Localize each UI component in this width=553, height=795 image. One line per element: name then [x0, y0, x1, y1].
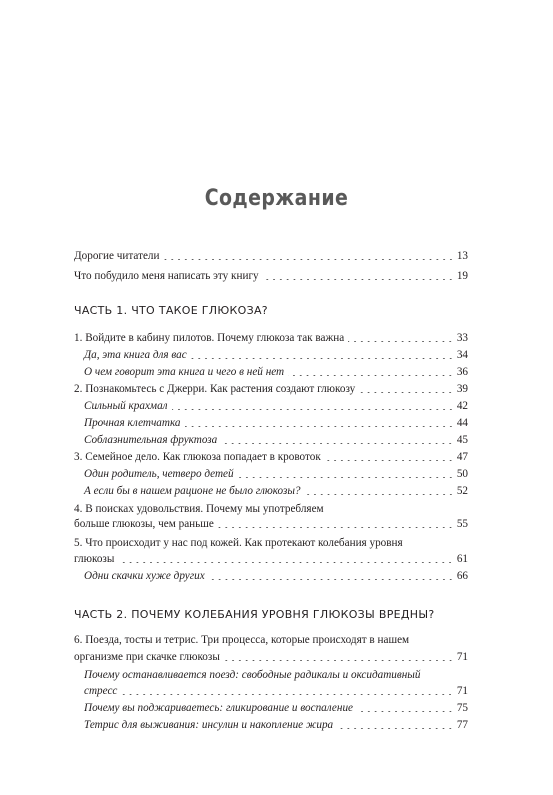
toc-entry-text: Да, эта книга для вас [84, 349, 187, 361]
toc-entry-page: 39 [456, 383, 468, 395]
dot-leader [357, 711, 454, 712]
toc-entry-text: А если бы в нашем рационе не было глюкозы? [84, 485, 301, 497]
toc-entry-page: 50 [456, 468, 468, 480]
toc-entry[interactable] [74, 382, 468, 396]
toc-entry-page: 61 [456, 553, 468, 565]
toc-entry-text: организме при скачке глюкозы [74, 651, 220, 663]
toc-entry[interactable] [74, 517, 468, 531]
dot-leader [288, 375, 454, 376]
dot-leader [325, 460, 454, 461]
dot-leader [172, 409, 454, 410]
toc-entry-page: 45 [456, 434, 468, 446]
toc-entry[interactable] [74, 450, 468, 464]
toc-entry-text: Дорогие читатели [74, 250, 160, 262]
dot-leader [218, 527, 454, 528]
toc-entry-page: 13 [456, 250, 468, 262]
toc-entry-text: О чем говорит эта книга и чего в ней нет [84, 366, 285, 378]
toc-entry-page: 55 [456, 518, 468, 530]
toc-entry-page: 77 [456, 719, 468, 731]
dot-leader [238, 477, 454, 478]
toc-entry[interactable] [74, 269, 468, 283]
dot-leader [164, 259, 454, 260]
toc-entry-page: 42 [456, 400, 468, 412]
dot-leader [305, 494, 454, 495]
toc-subentry[interactable] [84, 484, 468, 498]
dot-leader [224, 660, 454, 661]
toc-entry-text: 1. Войдите в кабину пилотов. Почему глюкоза так важна [74, 332, 345, 344]
toc-entry-page: 71 [456, 651, 468, 663]
toc-entry[interactable] [74, 552, 468, 566]
toc-entry-page: 33 [456, 332, 468, 344]
toc-entry-page: 44 [456, 417, 468, 429]
toc-subentry[interactable] [84, 365, 468, 379]
toc-entry-line1[interactable]: 5. Что происходит у нас под кожей. Как протекают колебания уровня [74, 537, 403, 549]
toc-entry-text: Один родитель, четверо детей [84, 468, 234, 480]
part-heading[interactable]: ЧАСТЬ 1. ЧТО ТАКОЕ ГЛЮКОЗА? [74, 304, 268, 317]
toc-subentry[interactable] [84, 348, 468, 362]
dot-leader [337, 728, 454, 729]
toc-entry-text: Одни скачки хуже других [84, 570, 205, 582]
dot-leader [209, 579, 454, 580]
dot-leader [359, 392, 454, 393]
toc-entry-text: больше глюкозы, чем раньше [74, 518, 214, 530]
toc-subentry[interactable] [84, 467, 468, 481]
toc-entry-text: 2. Познакомьтесь с Джерри. Как растения создают глюкозу [74, 383, 356, 395]
toc-subentry-line1[interactable]: Почему останавливается поезд: свободные радикалы и оксидативный [84, 669, 421, 681]
toc-entry-text: Что побудило меня написать эту книгу [74, 270, 259, 282]
dot-leader [185, 426, 454, 427]
toc-entry-page: 36 [456, 366, 468, 378]
toc-entry-line1[interactable]: 6. Поезда, тосты и тетрис. Три процесса, которые происходят в нашем [74, 634, 410, 646]
toc-entry[interactable] [74, 249, 468, 263]
toc-entry-page: 66 [456, 570, 468, 582]
toc-entry-text: стресс [84, 685, 118, 697]
page-title: Содержание [204, 186, 349, 211]
toc-entry-line1[interactable]: 4. В поисках удовольствия. Почему мы употребляем [74, 503, 324, 515]
toc-entry-text: глюкозы [74, 553, 115, 565]
dot-leader [221, 443, 454, 444]
dot-leader [263, 279, 454, 280]
toc-subentry[interactable] [84, 399, 468, 413]
toc-entry-page: 71 [456, 685, 468, 697]
toc-entry-text: Почему вы поджариваетесь: гликирование и воспаление [84, 702, 354, 714]
toc-entry-text: Сильный крахмал [84, 400, 168, 412]
toc-entry[interactable] [74, 331, 468, 345]
toc-subentry[interactable] [84, 569, 468, 583]
toc-entry-page: 19 [456, 270, 468, 282]
dot-leader [118, 562, 453, 563]
dot-leader [121, 694, 453, 695]
dot-leader [348, 341, 454, 342]
toc-entry-text: Соблазнительная фруктоза [84, 434, 218, 446]
toc-subentry[interactable] [84, 701, 468, 715]
toc-entry-text: Прочная клетчатка [84, 417, 181, 429]
toc-entry-text: Тетрис для выживания: инсулин и накопление жира [84, 719, 334, 731]
toc-entry-page: 52 [456, 485, 468, 497]
toc-entry[interactable] [74, 650, 468, 664]
part-heading[interactable]: ЧАСТЬ 2. ПОЧЕМУ КОЛЕБАНИЯ УРОВНЯ ГЛЮКОЗЫ ВРЕДНЫ? [74, 608, 435, 621]
toc-subentry[interactable] [84, 718, 468, 732]
dot-leader [191, 358, 454, 359]
toc-subentry[interactable] [84, 416, 468, 430]
toc-entry-page: 47 [456, 451, 468, 463]
toc-entry-text: 3. Семейное дело. Как глюкоза попадает в кровоток [74, 451, 321, 463]
toc-subentry[interactable] [84, 684, 468, 698]
toc-entry-page: 75 [456, 702, 468, 714]
toc-subentry[interactable] [84, 433, 468, 447]
toc-entry-page: 34 [456, 349, 468, 361]
